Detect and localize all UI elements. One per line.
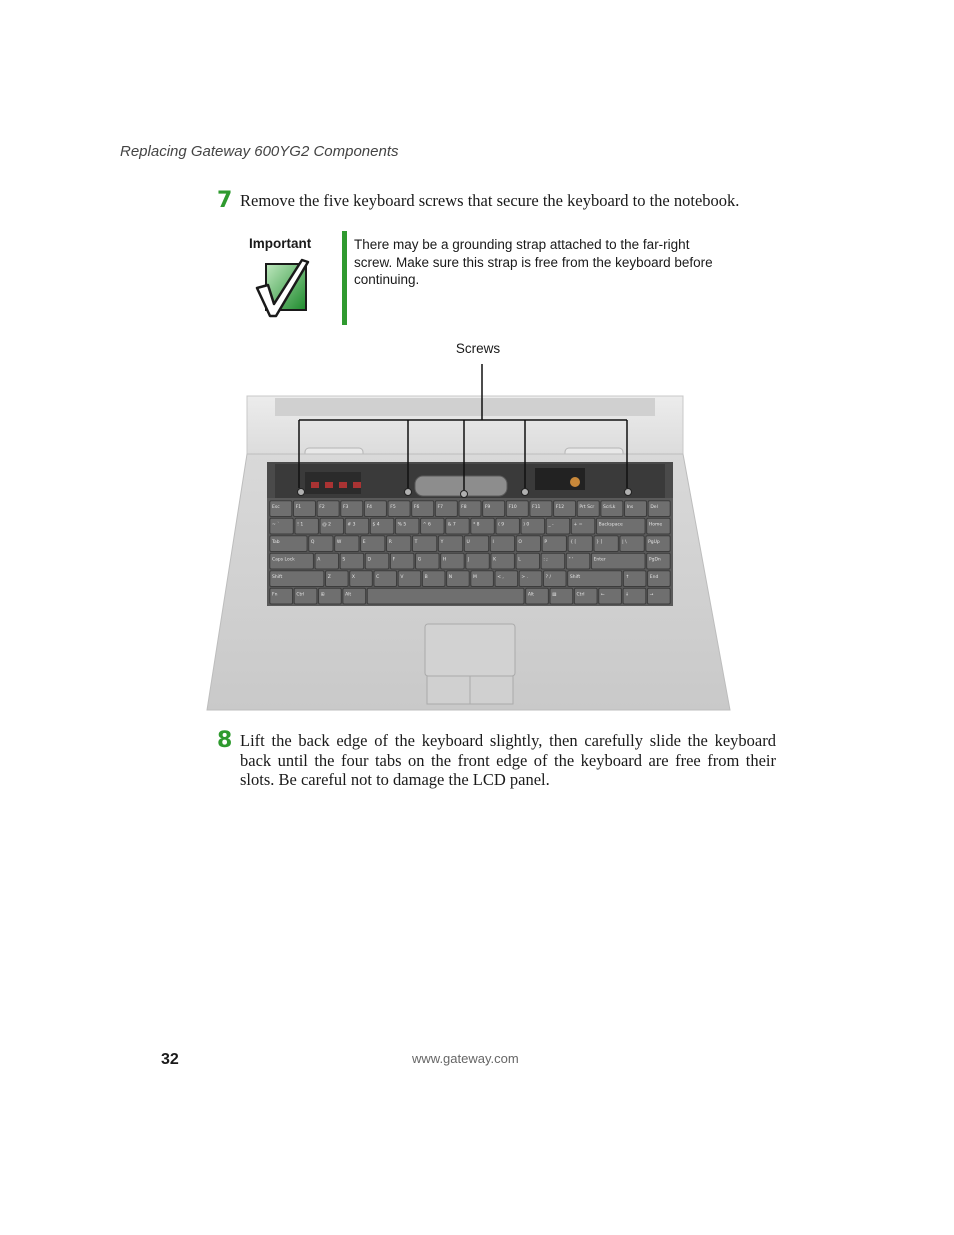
keyboard-key-label: } ] <box>596 540 603 545</box>
keyboard-key-label: + = <box>573 522 583 528</box>
keyboard-key-label: Y <box>440 540 444 545</box>
keyboard-key-label: Ins <box>626 505 634 510</box>
keyboard-key-label: F11 <box>532 505 541 510</box>
keyboard-key-label: End <box>649 575 659 580</box>
running-header: Replacing Gateway 600YG2 Components <box>120 143 399 160</box>
footer-url: www.gateway.com <box>412 1051 519 1066</box>
keyboard-key-label: P <box>544 540 548 545</box>
keyboard-key-label: Alt <box>345 592 352 598</box>
keyboard-key-label: Alt <box>527 592 534 598</box>
keyboard-key-label: $ 4 <box>372 522 380 528</box>
keyboard-key-label: Backspace <box>598 522 623 528</box>
keyboard-key-label: F1 <box>295 505 302 510</box>
keyboard-key-label: W <box>336 540 342 545</box>
keyboard-key-label: Del <box>650 505 658 510</box>
keyboard-key-label: ( 9 <box>498 522 505 528</box>
keyboard-key-label: ^ 6 <box>422 522 431 528</box>
keyboard-key-label: < , <box>497 575 504 580</box>
keyboard-key-label: F2 <box>319 505 325 510</box>
keyboard-key-label: H <box>442 557 447 563</box>
notebook-keyboard-figure <box>205 364 733 714</box>
keyboard-key-label: & 7 <box>447 522 456 528</box>
keyboard-key-label: F3 <box>342 505 349 510</box>
keyboard-key-label: F9 <box>484 505 491 510</box>
keyboard-key-label: ) 0 <box>523 522 530 528</box>
keyboard-key-label: Q <box>310 540 315 545</box>
keyboard-key-label: A <box>317 557 321 563</box>
keyboard-key-label: Z <box>327 575 331 580</box>
keyboard-key-label: Fn <box>272 592 278 598</box>
keyboard-key-label: N <box>448 575 453 580</box>
important-text: There may be a grounding strap attached to the far-right screw. Make sure this strap is free from the keyboard before continuing. <box>354 237 713 287</box>
keyboard-key-label: V <box>400 575 404 580</box>
keyboard-key-label: Shift <box>272 575 283 580</box>
keyboard-key-label: R <box>388 540 392 545</box>
keyboard-key-label: S <box>342 557 346 563</box>
keyboard-key-label: B <box>424 575 428 580</box>
keyboard-key-label: Esc <box>272 505 280 510</box>
keyboard-key-label: : ; <box>543 557 548 563</box>
keyboard-key-label: @ 2 <box>322 522 332 528</box>
keyboard-key-label: T <box>414 540 418 545</box>
keyboard-key-label: ▤ <box>552 592 557 598</box>
keyboard-key-label: Prt Scr <box>579 505 595 510</box>
step-number-8: 8 <box>217 728 233 753</box>
keyboard-key-label: U <box>466 540 470 545</box>
screws-callout-label: Screws <box>455 341 501 356</box>
keyboard-key-label: > . <box>521 575 529 580</box>
keyboard-key-label: % 5 <box>397 522 407 528</box>
keyboard-key-label: F7 <box>437 505 443 510</box>
keyboard-key-label: K <box>493 557 497 563</box>
keyboard-key-label: Ctrl <box>296 592 305 598</box>
keyboard-key-label: Ctrl <box>576 592 585 598</box>
keyboard-key-label: F <box>392 557 396 563</box>
keyboard-key-label: ← <box>600 592 605 598</box>
keyboard-key-label: ⊞ <box>320 592 325 598</box>
keyboard-key-label: Home <box>648 522 663 528</box>
keyboard-key-label: M <box>473 575 477 580</box>
keyboard-key-label: ↑ <box>625 575 630 580</box>
keyboard-key-label: { [ <box>570 540 577 545</box>
keyboard-key-label: C <box>376 575 380 580</box>
keyboard-key-label: | \ <box>622 540 627 545</box>
keyboard-key-label: F4 <box>366 505 373 510</box>
keyboard-key-label: J <box>467 557 470 563</box>
keyboard-key-label: O <box>518 540 522 545</box>
keyboard-key <box>367 588 524 604</box>
keyboard-key-label: L <box>518 557 521 563</box>
keyboard-key-label: G <box>417 557 422 563</box>
keyboard-key-label: ? / <box>545 575 551 580</box>
keyboard-key-label: Caps Lock <box>272 557 295 563</box>
keyboard-key-label: _ - <box>548 522 554 528</box>
keyboard-key-label: F8 <box>461 505 467 510</box>
keyboard-key-label: I <box>492 540 494 545</box>
keyboard-key-label: ! 1 <box>297 522 304 528</box>
keyboard-key-label: F5 <box>390 505 396 510</box>
keyboard-key <box>490 536 514 552</box>
keyboard-key-label: " ' <box>568 557 574 563</box>
step-number-7: 7 <box>217 188 233 213</box>
keyboard-key-label: ScrLk <box>603 505 616 510</box>
keyboard-key-label: E <box>362 540 366 545</box>
page-number: 32 <box>161 1051 179 1068</box>
keyboard-key-label: PgUp <box>648 540 660 545</box>
checkmark-icon <box>254 258 310 318</box>
keyboard-key-label: # 3 <box>347 522 356 528</box>
keyboard-key-label: PgDn <box>648 557 661 563</box>
keyboard-key-label: F12 <box>555 505 565 510</box>
keyboard-key-label: Shift <box>569 575 581 580</box>
step-text-8: Lift the back edge of the keyboard slightly, then carefully slide the keyboard back until the four tabs on the front edge of the keyboard are free from their slots. Be careful not to damage the LCD panel. <box>240 731 776 789</box>
important-label: Important <box>249 236 312 251</box>
keyboard-key-label: Enter <box>593 557 606 563</box>
important-accent-bar <box>342 231 347 325</box>
keyboard-key-label: F6 <box>413 505 420 510</box>
keyboard-key-label: → <box>649 592 654 598</box>
step-text-7: Remove the five keyboard screws that secure the keyboard to the notebook. <box>240 191 740 210</box>
keyboard-key-label: ~ ` <box>272 522 280 528</box>
keyboard-key-label: * 8 <box>473 522 480 528</box>
keyboard-key-label: Tab <box>272 540 280 545</box>
keyboard-key-label: ↓ <box>625 592 630 598</box>
keyboard-key-label: F10 <box>508 505 517 510</box>
keyboard-key-label: D <box>367 557 371 563</box>
keyboard-key-label: X <box>351 575 356 580</box>
